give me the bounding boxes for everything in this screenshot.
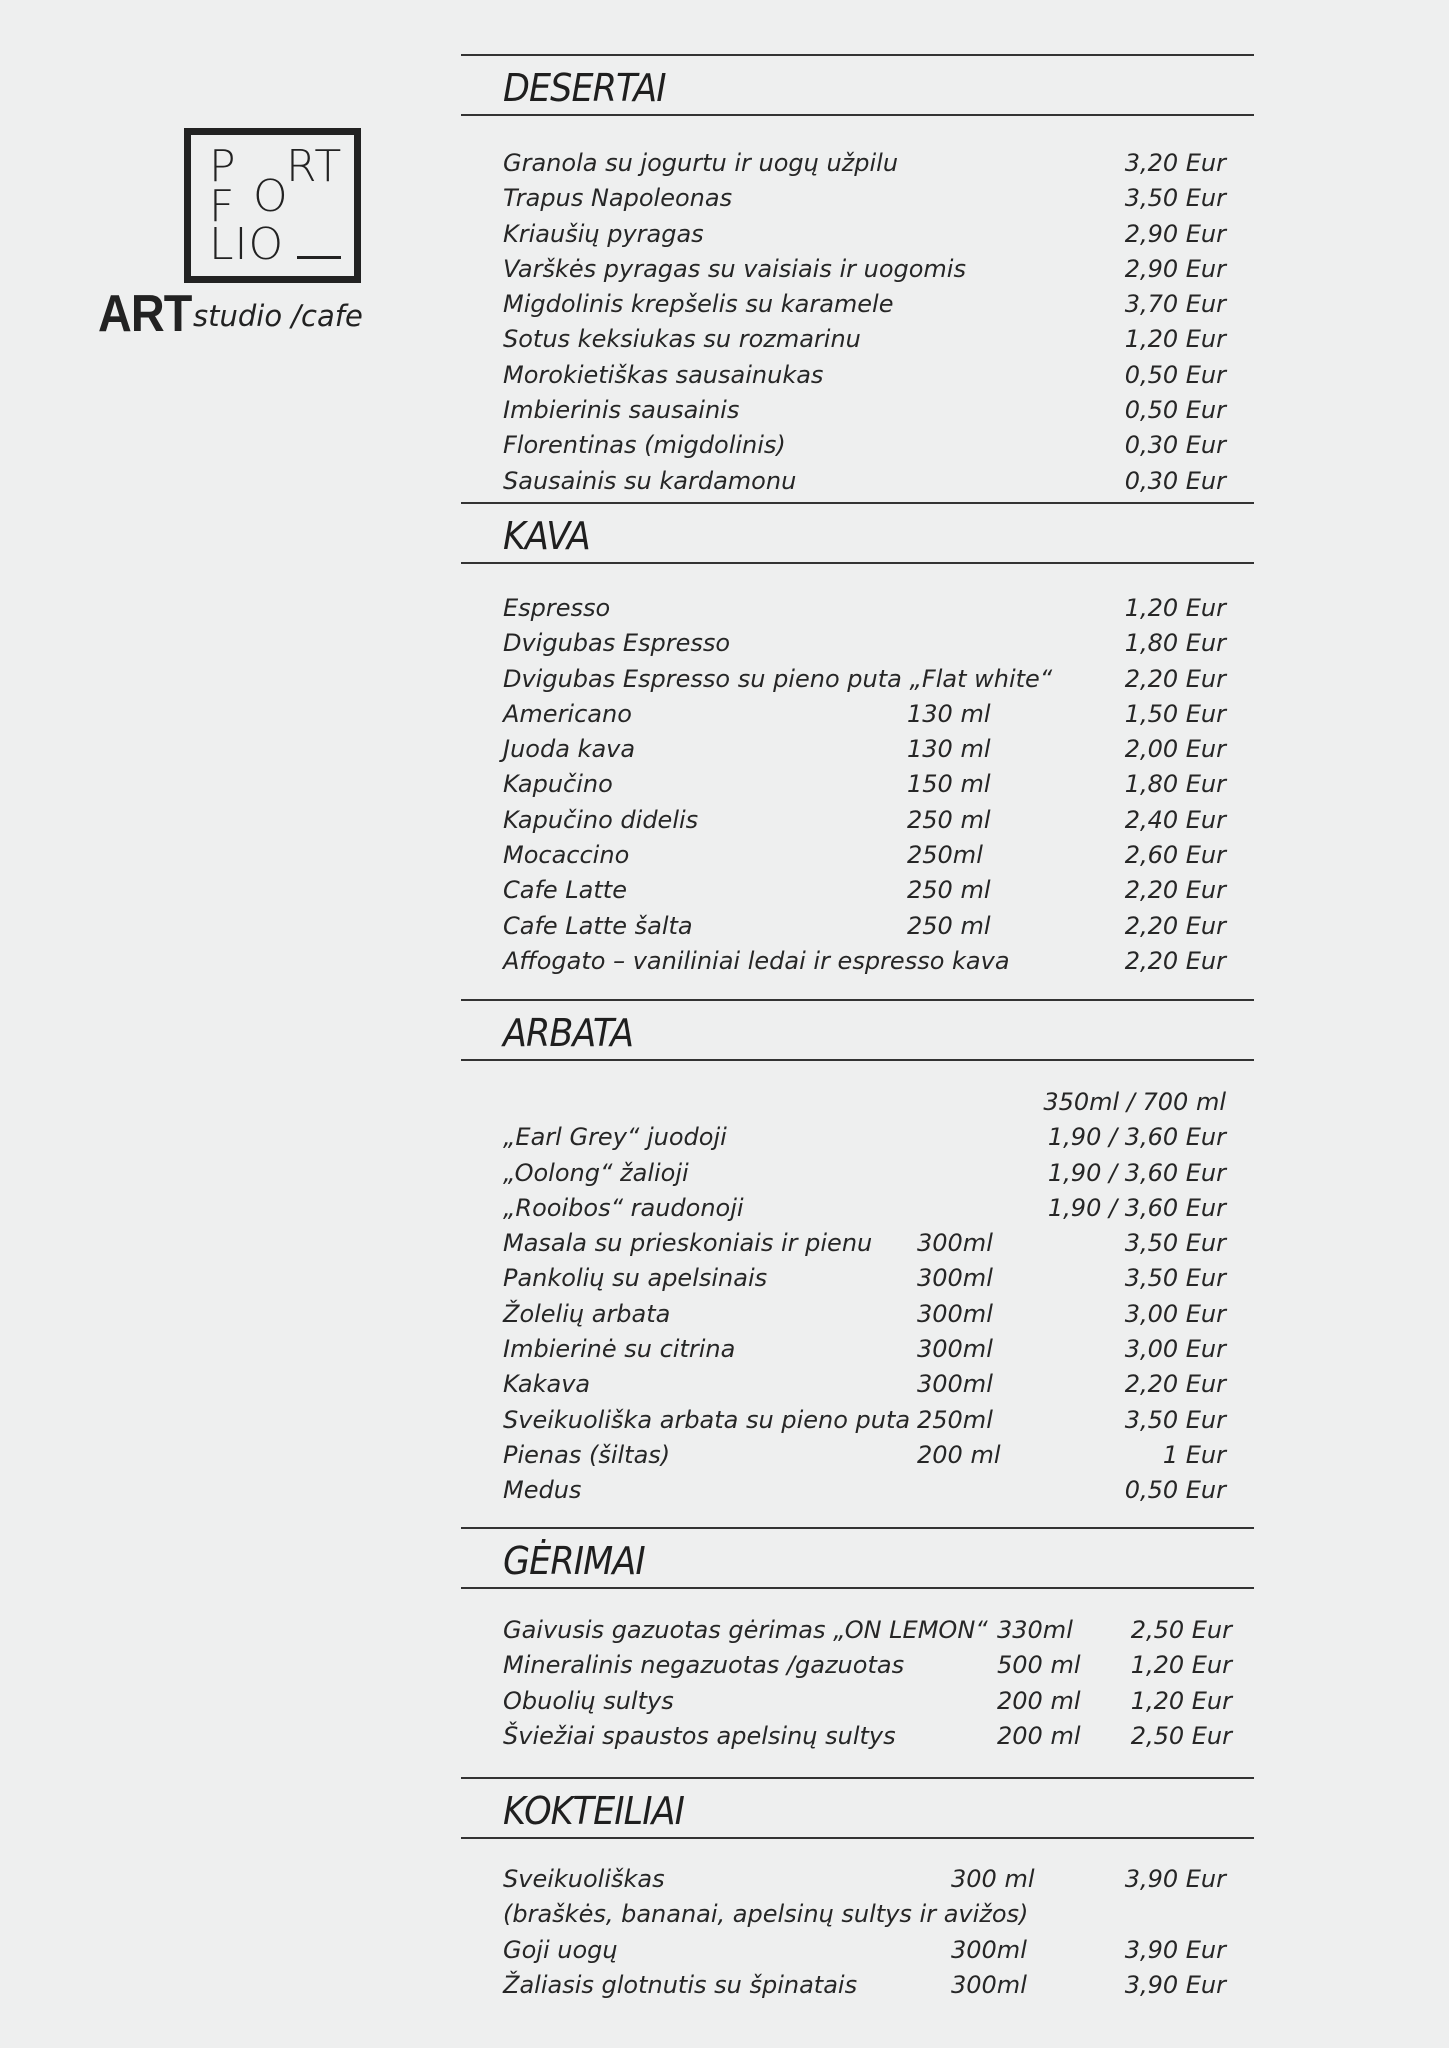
menu-item bbox=[461, 696, 1254, 731]
item-name: Imbierinė su citrina bbox=[503, 1335, 736, 1364]
menu-item bbox=[461, 872, 1254, 907]
section-header bbox=[461, 54, 1254, 116]
menu-item bbox=[461, 1967, 1254, 2002]
menu-item bbox=[461, 1718, 1254, 1753]
item-price: 2,60 Eur bbox=[1124, 841, 1226, 870]
item-name: Kapučino bbox=[503, 770, 613, 799]
item-name: Kakava bbox=[503, 1370, 591, 1399]
item-volume: 300ml bbox=[917, 1229, 993, 1258]
menu-item bbox=[461, 943, 1254, 978]
item-volume: 250 ml bbox=[907, 911, 991, 940]
item-price: 2,50 Eur bbox=[1130, 1616, 1232, 1644]
menu-item bbox=[461, 1932, 1254, 1967]
logo-letter-f: F bbox=[209, 181, 236, 232]
section-items bbox=[461, 590, 1254, 978]
menu-item bbox=[461, 1861, 1254, 1896]
item-name: Mineralinis negazuotas /gazuotas bbox=[503, 1651, 905, 1680]
item-volume: 250 ml bbox=[907, 876, 991, 905]
item-price: 1,50 Eur bbox=[1124, 699, 1226, 728]
menu-item bbox=[461, 802, 1254, 837]
item-name: Varškės pyragas su vaisiais ir uogomis bbox=[503, 254, 966, 283]
menu-item bbox=[461, 1402, 1254, 1437]
item-name: Migdolinis krepšelis su karamele bbox=[503, 290, 894, 319]
item-name: Kapučino didelis bbox=[503, 805, 699, 834]
logo-letter-p: P bbox=[209, 141, 237, 192]
item-price: 2,20 Eur bbox=[1124, 876, 1226, 905]
item-price: 2,20 Eur bbox=[1124, 911, 1226, 940]
item-price: 1,20 Eur bbox=[1124, 325, 1226, 354]
item-price: 1,90 / 3,60 Eur bbox=[1047, 1123, 1226, 1152]
item-price: 3,00 Eur bbox=[1124, 1299, 1226, 1328]
item-name: Cafe Latte bbox=[503, 876, 627, 905]
menu-item bbox=[461, 1225, 1254, 1260]
menu-item bbox=[461, 1472, 1254, 1507]
menu-item bbox=[461, 1683, 1254, 1718]
menu-section bbox=[461, 502, 1254, 975]
item-price: 3,50 Eur bbox=[1124, 1405, 1226, 1434]
menu-item bbox=[461, 661, 1254, 696]
menu-item bbox=[461, 1437, 1254, 1472]
item-price: 1,90 / 3,60 Eur bbox=[1047, 1158, 1226, 1187]
item-volume: 200 ml bbox=[997, 1721, 1081, 1750]
menu-item bbox=[461, 625, 1254, 660]
item-price: 0,50 Eur bbox=[1124, 396, 1226, 425]
item-price: 3,00 Eur bbox=[1124, 1335, 1226, 1364]
item-name: Sveikuoliška arbata su pieno puta bbox=[503, 1405, 911, 1434]
brand-subtitle: studio /cafe bbox=[193, 299, 363, 333]
menu-item bbox=[461, 1119, 1254, 1154]
item-name: „Earl Grey“ juodoji bbox=[503, 1123, 727, 1152]
item-name: Trapus Napoleonas bbox=[503, 184, 733, 213]
item-name: Pienas (šiltas) bbox=[503, 1440, 671, 1469]
item-name: Kriaušių pyragas bbox=[503, 219, 704, 248]
item-name: Espresso bbox=[503, 594, 611, 622]
item-volume: 250ml bbox=[907, 841, 983, 870]
menu-item bbox=[461, 766, 1254, 801]
item-price: 3,90 Eur bbox=[1124, 1865, 1226, 1893]
item-name: Masala su prieskoniais ir pienu bbox=[503, 1229, 873, 1258]
item-volume: 300ml bbox=[917, 1264, 993, 1293]
menu-item bbox=[461, 180, 1254, 215]
menu-item bbox=[461, 1331, 1254, 1366]
item-price: 2,20 Eur bbox=[1124, 664, 1226, 693]
item-price: 1,90 / 3,60 Eur bbox=[1047, 1193, 1226, 1222]
menu-section bbox=[461, 1777, 1254, 1999]
menu-section bbox=[461, 999, 1254, 1505]
section-title: KAVA bbox=[503, 514, 590, 558]
menu-item bbox=[461, 251, 1254, 286]
logo-letter-lio: LIO bbox=[209, 219, 285, 270]
item-volume: 130 ml bbox=[907, 735, 991, 764]
menu-item bbox=[461, 837, 1254, 872]
logo-letter-rt: RT bbox=[286, 141, 343, 192]
item-volume: 130 ml bbox=[907, 699, 991, 728]
menu-item bbox=[461, 1896, 1254, 1931]
item-name: Žaliasis glotnutis su špinatais bbox=[503, 1970, 858, 1999]
item-price: 1,20 Eur bbox=[1130, 1686, 1232, 1715]
menu-section bbox=[461, 54, 1254, 495]
menu-item bbox=[461, 590, 1254, 625]
item-name: Obuolių sultys bbox=[503, 1686, 674, 1715]
item-name: Dvigubas Espresso bbox=[503, 629, 731, 658]
item-name: Pankolių su apelsinais bbox=[503, 1264, 768, 1293]
item-volume: 500 ml bbox=[997, 1651, 1081, 1680]
section-items bbox=[461, 1612, 1254, 1753]
item-price: 3,50 Eur bbox=[1124, 1229, 1226, 1258]
menu-item bbox=[461, 1647, 1254, 1682]
item-price: 0,30 Eur bbox=[1124, 431, 1226, 460]
item-price: 2,90 Eur bbox=[1124, 219, 1226, 248]
item-price: 3,20 Eur bbox=[1124, 149, 1226, 177]
menu-item bbox=[461, 321, 1254, 356]
item-name: Žolelių arbata bbox=[503, 1299, 671, 1328]
item-volume: 300 ml bbox=[951, 1865, 1035, 1893]
item-volume: 300ml bbox=[917, 1370, 993, 1399]
item-name: „Oolong“ žalioji bbox=[503, 1158, 689, 1187]
item-volume: 250ml bbox=[917, 1405, 993, 1434]
item-volume: 200 ml bbox=[917, 1440, 1001, 1469]
item-volume: 250 ml bbox=[907, 805, 991, 834]
item-name: Goji uogų bbox=[503, 1935, 618, 1964]
item-name: Medus bbox=[503, 1476, 582, 1505]
menu-item bbox=[461, 392, 1254, 427]
item-price: 0,50 Eur bbox=[1124, 1476, 1226, 1505]
item-name: Affogato – vaniliniai ledai ir espresso kava bbox=[503, 946, 1010, 975]
section-header bbox=[461, 1777, 1254, 1839]
item-name: Florentinas (migdolinis) bbox=[503, 431, 786, 460]
logo-letter-o: O bbox=[253, 171, 289, 222]
menu-item bbox=[461, 1155, 1254, 1190]
item-price: 2,90 Eur bbox=[1124, 254, 1226, 283]
item-price: 1,80 Eur bbox=[1124, 770, 1226, 799]
item-price: 2,40 Eur bbox=[1124, 805, 1226, 834]
item-price: 2,20 Eur bbox=[1124, 946, 1226, 975]
item-price: 1,20 Eur bbox=[1130, 1651, 1232, 1680]
item-name: „Rooibos“ raudonoji bbox=[503, 1193, 744, 1222]
logo bbox=[184, 128, 361, 283]
section-title: GĖRIMAI bbox=[503, 1539, 645, 1583]
section-title: DESERTAI bbox=[503, 66, 666, 110]
section-title: ARBATA bbox=[503, 1011, 634, 1055]
item-volume: 200 ml bbox=[997, 1686, 1081, 1715]
item-price: 1 Eur bbox=[1162, 1440, 1226, 1469]
item-name: Granola su jogurtu ir uogų užpilu bbox=[503, 149, 899, 177]
section-items bbox=[461, 1861, 1254, 2002]
menu-item bbox=[461, 1190, 1254, 1225]
item-price: 1,80 Eur bbox=[1124, 629, 1226, 658]
menu-item bbox=[461, 145, 1254, 180]
item-name: Dvigubas Espresso su pieno puta „Flat white“ bbox=[503, 664, 1053, 693]
brand-art: ART bbox=[98, 285, 192, 343]
menu-item bbox=[461, 731, 1254, 766]
item-price: 3,90 Eur bbox=[1124, 1970, 1226, 1999]
section-title: KOKTEILIAI bbox=[503, 1789, 685, 1833]
menu-item bbox=[461, 463, 1254, 498]
section-items bbox=[461, 145, 1254, 498]
item-volume: 300ml bbox=[917, 1299, 993, 1328]
item-name: Sotus keksiukas su rozmarinu bbox=[503, 325, 861, 354]
item-price: 3,50 Eur bbox=[1124, 1264, 1226, 1293]
item-name: Juoda kava bbox=[503, 735, 636, 764]
item-price: 3,70 Eur bbox=[1124, 290, 1226, 319]
item-price: 0,50 Eur bbox=[1124, 360, 1226, 389]
section-header bbox=[461, 502, 1254, 564]
item-price: 3,50 Eur bbox=[1124, 184, 1226, 213]
section-items bbox=[461, 1084, 1254, 1508]
item-price: 2,50 Eur bbox=[1130, 1721, 1232, 1750]
menu-item bbox=[461, 908, 1254, 943]
item-name: Mocaccino bbox=[503, 841, 630, 870]
item-name: Cafe Latte šalta bbox=[503, 911, 693, 940]
menu-item bbox=[461, 1612, 1254, 1647]
item-volume: 300ml bbox=[917, 1335, 993, 1364]
item-name: Šviežiai spaustos apelsinų sultys bbox=[503, 1721, 896, 1750]
menu-item bbox=[461, 1084, 1254, 1119]
item-price: 1,20 Eur bbox=[1124, 594, 1226, 622]
item-volume: 300ml bbox=[951, 1935, 1027, 1964]
menu-item bbox=[461, 286, 1254, 321]
item-name: Imbierinis sausainis bbox=[503, 396, 740, 425]
menu-item bbox=[461, 1260, 1254, 1295]
menu-item bbox=[461, 427, 1254, 462]
item-name: Sveikuoliškas bbox=[503, 1865, 665, 1893]
item-price: 2,00 Eur bbox=[1124, 735, 1226, 764]
menu-section bbox=[461, 1527, 1254, 1750]
logo-underline bbox=[297, 256, 341, 259]
menu-item bbox=[461, 1296, 1254, 1331]
item-name: Americano bbox=[503, 699, 632, 728]
item-volume: 150 ml bbox=[907, 770, 991, 799]
item-name: Morokietiškas sausainukas bbox=[503, 360, 824, 389]
menu-item bbox=[461, 357, 1254, 392]
item-name: Gaivusis gazuotas gėrimas „ON LEMON“ bbox=[503, 1616, 988, 1644]
item-price: 0,30 Eur bbox=[1124, 466, 1226, 495]
menu-item bbox=[461, 216, 1254, 251]
item-price: 3,90 Eur bbox=[1124, 1935, 1226, 1964]
section-header bbox=[461, 1527, 1254, 1589]
menu-item bbox=[461, 1366, 1254, 1401]
item-volume: 300ml bbox=[951, 1970, 1027, 1999]
item-volume: 330ml bbox=[997, 1616, 1073, 1644]
item-price: 2,20 Eur bbox=[1124, 1370, 1226, 1399]
item-price: 350ml / 700 ml bbox=[1043, 1088, 1226, 1116]
item-name: Sausainis su kardamonu bbox=[503, 466, 797, 495]
item-name: (braškės, bananai, apelsinų sultys ir avižos) bbox=[503, 1900, 1029, 1929]
section-header bbox=[461, 999, 1254, 1061]
